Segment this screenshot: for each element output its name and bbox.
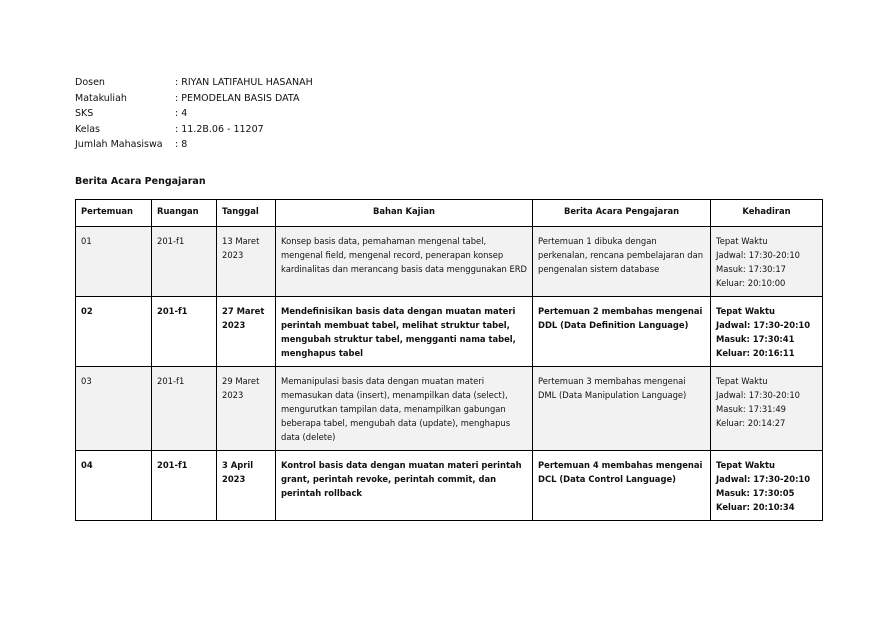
- dosen-label: Dosen: [75, 77, 105, 88]
- table-row: [76, 227, 823, 297]
- kehadiran-keluar: Keluar: 20:10:00: [716, 278, 786, 288]
- cell-pertemuan: 03: [76, 367, 152, 451]
- cell-bahan-kajian: Kontrol basis data dengan muatan materi perintah grant, perintah revoke, perintah commit, dan perintah rollback: [276, 451, 533, 521]
- jumlah-value: : 8: [175, 139, 188, 150]
- course-info: [75, 75, 313, 153]
- info-sks: [75, 106, 313, 122]
- info-matakuliah: [75, 91, 313, 107]
- kehadiran-jadwal: Jadwal: 17:30-20:10: [716, 320, 811, 330]
- kelas-label: Kelas: [75, 123, 101, 135]
- kehadiran-status: Tepat Waktu: [716, 236, 768, 246]
- cell-bahan-kajian: Memanipulasi basis data dengan muatan materi memasukan data (insert), menampilkan data (select), mengurutkan tampilan data, menampilkan gabungan beberapa tabel, mengubah data (update), menghapus data (delete): [276, 367, 533, 451]
- kelas-value: : 11.2B.06 - 11207: [175, 123, 264, 135]
- sks-value: : 4: [175, 108, 188, 119]
- cell-kehadiran: [711, 451, 823, 521]
- cell-bahan-kajian: Konsep basis data, pemahaman mengenal tabel, mengenal field, mengenal record, penerapan konsep kardinalitas dan merancang basis data menggunakan ERD: [276, 227, 533, 297]
- cell-ruangan: 201-f1: [152, 227, 217, 297]
- cell-tanggal: 27 Maret 2023: [217, 297, 276, 367]
- kehadiran-masuk: Masuk: 17:30:05: [716, 488, 795, 498]
- info-jumlah: [75, 137, 313, 153]
- cell-pertemuan: 01: [76, 227, 152, 297]
- kehadiran-status: Tepat Waktu: [716, 306, 775, 316]
- cell-ruangan: 201-f1: [152, 297, 217, 367]
- kehadiran-masuk: Masuk: 17:31:49: [716, 404, 786, 414]
- cell-ruangan: 201-f1: [152, 451, 217, 521]
- cell-pertemuan: 02: [76, 297, 152, 367]
- cell-ruangan: 201-f1: [152, 367, 217, 451]
- cell-tanggal: 29 Maret 2023: [217, 367, 276, 451]
- table-header-row: [76, 200, 823, 227]
- header-bahan-kajian: Bahan Kajian: [276, 200, 533, 227]
- kehadiran-keluar: Keluar: 20:10:34: [716, 502, 795, 512]
- berita-acara-table: [75, 199, 823, 521]
- cell-tanggal: 13 Maret 2023: [217, 227, 276, 297]
- matakuliah-value: : PEMODELAN BASIS DATA: [175, 92, 300, 104]
- kehadiran-status: Tepat Waktu: [716, 460, 775, 470]
- kehadiran-jadwal: Jadwal: 17:30-20:10: [716, 390, 801, 400]
- cell-bahan-kajian: Mendefinisikan basis data dengan muatan materi perintah membuat tabel, melihat struktur tabel, mengubah struktur tabel, mengganti nama tabel, menghapus tabel: [276, 297, 533, 367]
- cell-berita-acara: Pertemuan 1 dibuka dengan perkenalan, rencana pembelajaran dan pengenalan sistem database: [533, 227, 711, 297]
- matakuliah-label: Matakuliah: [75, 92, 127, 104]
- table-row: [76, 451, 823, 521]
- kehadiran-keluar: Keluar: 20:14:27: [716, 418, 786, 428]
- kehadiran-keluar: Keluar: 20:16:11: [716, 348, 795, 358]
- kehadiran-jadwal: Jadwal: 17:30-20:10: [716, 250, 801, 260]
- cell-kehadiran: [711, 367, 823, 451]
- kehadiran-masuk: Masuk: 17:30:17: [716, 264, 786, 274]
- info-kelas: [75, 122, 313, 138]
- cell-berita-acara: Pertemuan 2 membahas mengenai DDL (Data Definition Language): [533, 297, 711, 367]
- header-berita-acara: Berita Acara Pengajaran: [533, 200, 711, 227]
- sks-label: SKS: [75, 108, 94, 119]
- cell-berita-acara: Pertemuan 4 membahas mengenai DCL (Data Control Language): [533, 451, 711, 521]
- header-kehadiran: Kehadiran: [711, 200, 823, 227]
- section-title: Berita Acara Pengajaran: [75, 176, 206, 187]
- dosen-value: : RIYAN LATIFAHUL HASANAH: [175, 77, 313, 88]
- header-pertemuan: Pertemuan: [76, 200, 152, 227]
- cell-kehadiran: [711, 297, 823, 367]
- header-tanggal: Tanggal: [217, 200, 276, 227]
- header-ruangan: Ruangan: [152, 200, 217, 227]
- kehadiran-jadwal: Jadwal: 17:30-20:10: [716, 474, 811, 484]
- cell-kehadiran: [711, 227, 823, 297]
- kehadiran-masuk: Masuk: 17:30:41: [716, 334, 795, 344]
- jumlah-label: Jumlah Mahasiswa: [75, 139, 163, 150]
- cell-tanggal: 3 April 2023: [217, 451, 276, 521]
- info-dosen: [75, 75, 313, 91]
- table-row: [76, 367, 823, 451]
- table-row: [76, 297, 823, 367]
- kehadiran-status: Tepat Waktu: [716, 376, 768, 386]
- cell-berita-acara: Pertemuan 3 membahas mengenai DML (Data Manipulation Language): [533, 367, 711, 451]
- cell-pertemuan: 04: [76, 451, 152, 521]
